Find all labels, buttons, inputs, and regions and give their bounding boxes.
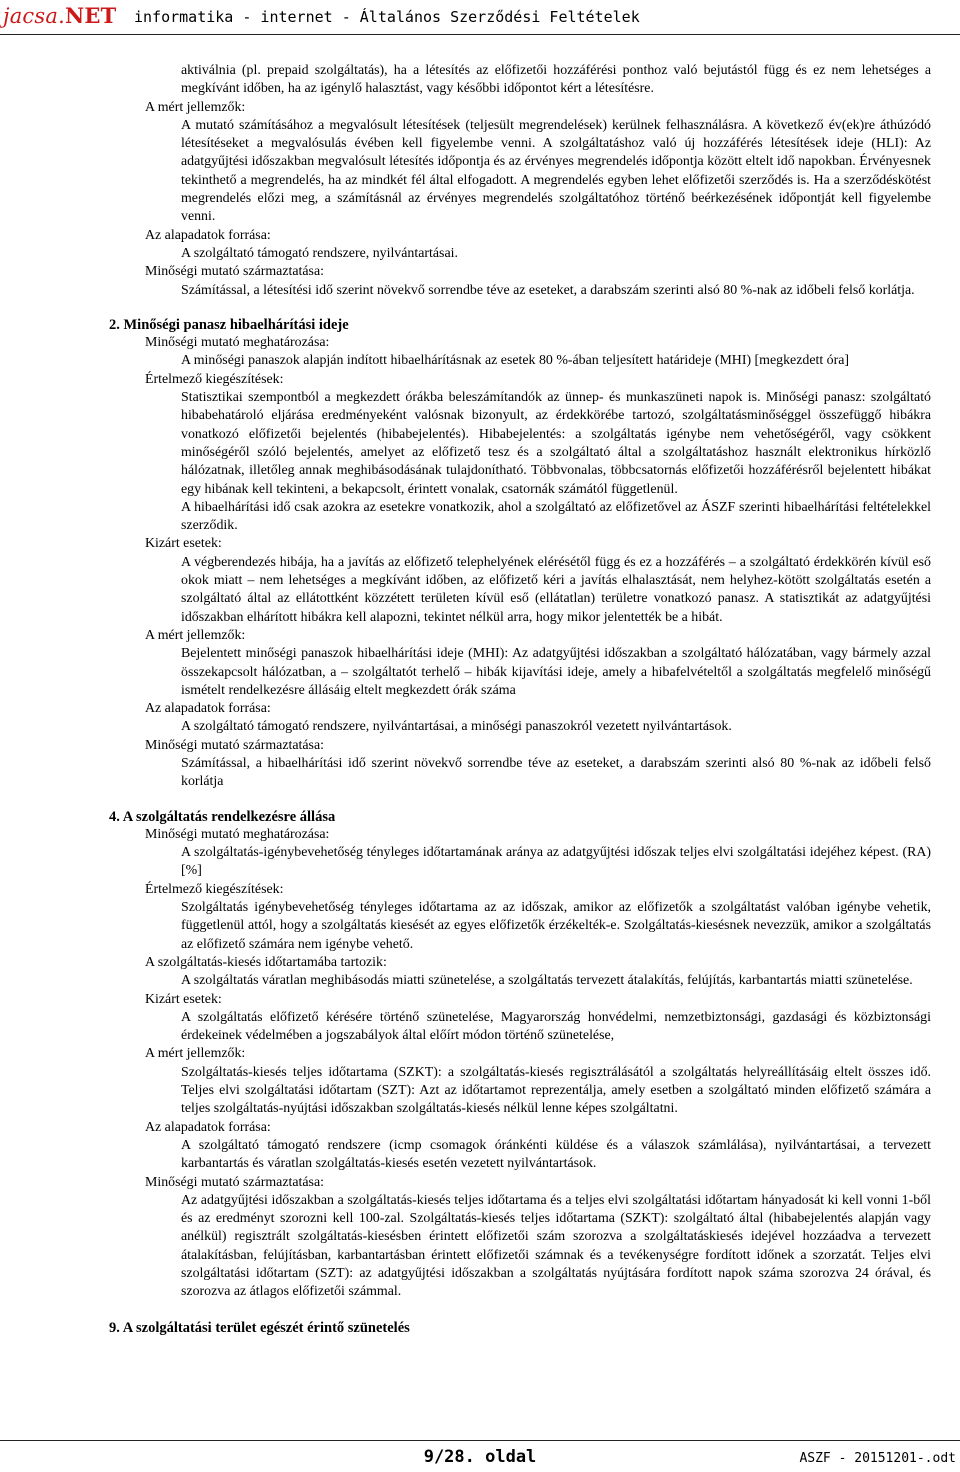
field-label: Minőségi mutató származtatása: xyxy=(145,1174,324,1190)
site-logo[interactable] xyxy=(3,3,116,28)
paragraph: Statisztikai szempontból a megkezdett órákba beleszámítandók az ünnep- és munkaszüneti napok is. Minőségi panasz: szolgáltató hibabehatároló eljárása eredményeként valósnak bizonyult, az érdekkörébe tartozó, szolgáltatásminőséggel összefüggő hibákra vonatkozó előfizetői bejelentés (hibabejelentés). Hibabejelentés: a szolgáltatás igénybe nem vehetőségéről, vagy csökkent minőségéről szóló bejelentés, amelyet az előfizető tesz és a szolgáltató által a szolgáltatáshoz használt elektronikus hírközlő hálózatnak, illetőleg annak meghibásodásának tulajdonítható. Többvonalas, többcsatornás előfizetői hozzáférésről bejelentett hibákat egy hibának kell tekinteni, a bekapcsolt, érintett vonalak, csatornák számától függetlenül. xyxy=(181,390,931,497)
page-number: 9/28. oldal xyxy=(423,1447,537,1467)
field-label: Értelmező kiegészítések: xyxy=(145,371,284,387)
paragraph: aktiválnia (pl. prepaid szolgáltatás), ha a létesítés az előfizetői hozzáférési ponthoz való bejutástól függ és ez nem lehetséges a megkívánt időben, ha az igénylő halasztást, vagy későbbi időpontot kért a létesítésre. xyxy=(181,63,931,97)
field-label: Kizárt esetek: xyxy=(145,991,222,1007)
paragraph: Szolgáltatás igénybevehetőség tényleges időtartama az az időszak, amikor az előfizetők a szolgáltatást valóban igénybe vehetik, függetlenül attól, hogy a szolgáltatás kiesését az egyes előfizetők érzékelték-e. Szolgáltatás-kiesésnek nevezzük, amikor a szolgáltatás az előfizető számára nem igénybe vehető. xyxy=(181,900,931,952)
section-heading: 9. A szolgáltatási terület egészét érintő szünetelés xyxy=(109,1319,410,1336)
field-label: Értelmező kiegészítések: xyxy=(145,881,284,897)
paragraph: Az adatgyűjtési időszakban a szolgáltatás-kiesés teljes időtartama és a teljes elvi szolgáltatási időtartam hányadosát ki kell vonni 1-ből és az eredményt szorozni kell 100-zal. Szolgáltatás-kiesés teljes időtartama (SZKT): szolgáltató által (hibabejelentés alapján vagy anélkül) regisztrált szolgáltatás-kiesésben érintett előfizetői szám szorozva a szolgáltatáskiesés idejével hozzáadva a tervezett átalakításban, felújításban, karbantartásban érintett előfizetői számnak és a tevékenységre fordított időnek a szorzatát. Teljes elvi szolgáltatási időtartam (SZT): az adatgyűjtési időszakban a szolgáltatás nyújtására fordított napok száma szorozva 24 órával, és szorozva az átlagos előfizetői számmal. xyxy=(181,1192,931,1300)
field-label: Minőségi mutató meghatározása: xyxy=(145,826,330,842)
paragraph: A hibaelhárítási idő csak azokra az esetekre vonatkozik, ahol a szolgáltató az előfizetővel az ÁSZF szerinti hibaelhárítási feltételekkel szerződik. xyxy=(181,499,931,534)
field-label: A mért jellemzők: xyxy=(145,627,246,643)
paragraph: Számítással, a hibaelhárítási idő szerint növekvő sorrendbe téve az eseteket, a darabszám szerinti alsó 80 %-nak az időbeli felső korlátja xyxy=(181,755,931,790)
field-label: A szolgáltatás-kiesés időtartamába tartozik: xyxy=(145,954,387,970)
paragraph: Bejelentett minőségi panaszok hibaelhárítási ideje (MHI): Az adatgyűjtési időszakban a szolgáltató hálózatában, vagy bármely azzal összekapcsolt hálózatban, a – szolgáltatót terhelő – hibák kijavítási ideje, amely a hibafelvételtől a szolgáltatás megfelelő minőségű ismételt rendelkezésre állásáig eltelt megkezdett órák száma xyxy=(181,646,931,698)
field-label: Az alapadatok forrása: xyxy=(145,701,271,717)
field-label: Minőségi mutató meghatározása: xyxy=(145,335,330,351)
field-label: Minőségi mutató származtatása: xyxy=(145,264,324,280)
paragraph: A szolgáltatás-igénybevehetőség tényleges időtartamának aránya az adatgyűjtési időszak teljes elvi szolgáltatási idejéhez képest. (RA) [%] xyxy=(181,845,931,879)
field-label: Minőségi mutató származtatása: xyxy=(145,737,324,753)
paragraph: A végberendezés hibája, ha a javítás az előfizető telephelyének elérésétől függ és ez a hozzáférés – a szolgáltató érdekkörén kívül eső okok miatt – nem lehetséges a megkívánt időben, az előfizető kéri a javítás elhalasztását, nem helyhez-kötött szolgáltatás esetén a szolgáltató által az ellátottként közzétett területen kívül eső (ellátatlan) területre vonatkozó panasz. A statisztikát az adatgyűjtési időszakban elhárított hibákra kell alapozni, tekintet nélkül arra, hogy mikor jelentették be a hibát. xyxy=(181,554,931,625)
page-footer xyxy=(0,1440,960,1472)
document-body xyxy=(109,62,931,1337)
paragraph: A mutató számításához a megvalósult létesítések (teljesült megrendelések) kerülnek felhasználásra. A következő év(ek)re áthúzódó létesítéseket a megvalósulás évében kell figyelembe venni. A szolgáltatáshoz való új hozzáférés létesítések ideje (HLI): Az adatgyűjtési időszakban megvalósult létesítés időpontja és az érvényes megrendelés időpontja között eltelt idő napokban. Érvényesnek tekinthető a megrendelés, ha az mindkét fél által elfogadott. A megrendelés egyben lehet előfizetői szerződés is. Ha a szerződéskötést megrendelés előzi meg, a számításnál az érvényes megrendelés szolgáltatóhoz történő beérkezésének időpontját kell figyelembe venni. xyxy=(181,117,931,225)
paragraph: A szolgáltató támogató rendszere, nyilvántartásai. xyxy=(181,245,458,261)
header-title: informatika - internet - Általános Szerződési Feltételek xyxy=(134,8,640,26)
page-header xyxy=(0,0,960,35)
paragraph: A szolgáltató támogató rendszere (icmp csomagok óránkénti küldése és a válaszok számlálása), nyilvántartásai, a tervezett karbantartás és váratlan szolgáltatás-kiesés esetén vezetett nyilvántartások. xyxy=(181,1137,931,1172)
paragraph: A szolgáltató támogató rendszere, nyilvántartásai, a minőségi panaszokról vezetett nyilvántartások. xyxy=(181,719,732,735)
paragraph: A szolgáltatás előfizető kérésére történő szünetelése, Magyarország honvédelmi, nemzetbiztonsági, gazdasági és közbiztonsági érdekeinek védelmében a jogszabályok által előírt módon történő szünetelése, xyxy=(181,1009,931,1044)
paragraph: A minőségi panaszok alapján indított hibaelhárításnak az esetek 80 %-ában teljesített határideje (MHI) [megkezdett óra] xyxy=(181,353,850,369)
field-label: Az alapadatok forrása: xyxy=(145,227,271,243)
section-heading: 4. A szolgáltatás rendelkezésre állása xyxy=(109,808,336,825)
field-label: Kizárt esetek: xyxy=(145,536,222,552)
field-label: Az alapadatok forrása: xyxy=(145,1119,271,1135)
document-filename: ASZF - 20151201-.odt xyxy=(799,1451,956,1466)
section-heading: 2. Minőségi panasz hibaelhárítási ideje xyxy=(109,316,349,333)
paragraph: Szolgáltatás-kiesés teljes időtartama (SZKT): a szolgáltatás-kiesés regisztrálásától a szolgáltatás helyreállításáig eltelt összes idő. Teljes elvi szolgáltatási időtartam (SZT): Azt az időtartamot reprezentálja, amely esetben a szolgáltató minden előfizető számára a teljes szolgáltatás-nyújtási időszakban szolgáltatás-kiesés nélkül lenne képes szolgáltatni. xyxy=(181,1064,931,1117)
logo-text: jacsa. xyxy=(3,4,65,28)
logo-net: NET xyxy=(64,3,117,28)
field-label: A mért jellemzők: xyxy=(145,1046,246,1062)
field-label: A mért jellemzők: xyxy=(145,99,246,115)
paragraph: A szolgáltatás váratlan meghibásodás miatti szünetelése, a szolgáltatás tervezett átalakítás, felújítás, karbantartás miatti szünetelése. xyxy=(181,973,913,989)
paragraph: Számítással, a létesítési idő szerint növekvő sorrendbe téve az eseteket, a darabszám szerinti alsó 80 %-nak az időbeli felső korlátja. xyxy=(181,282,915,298)
